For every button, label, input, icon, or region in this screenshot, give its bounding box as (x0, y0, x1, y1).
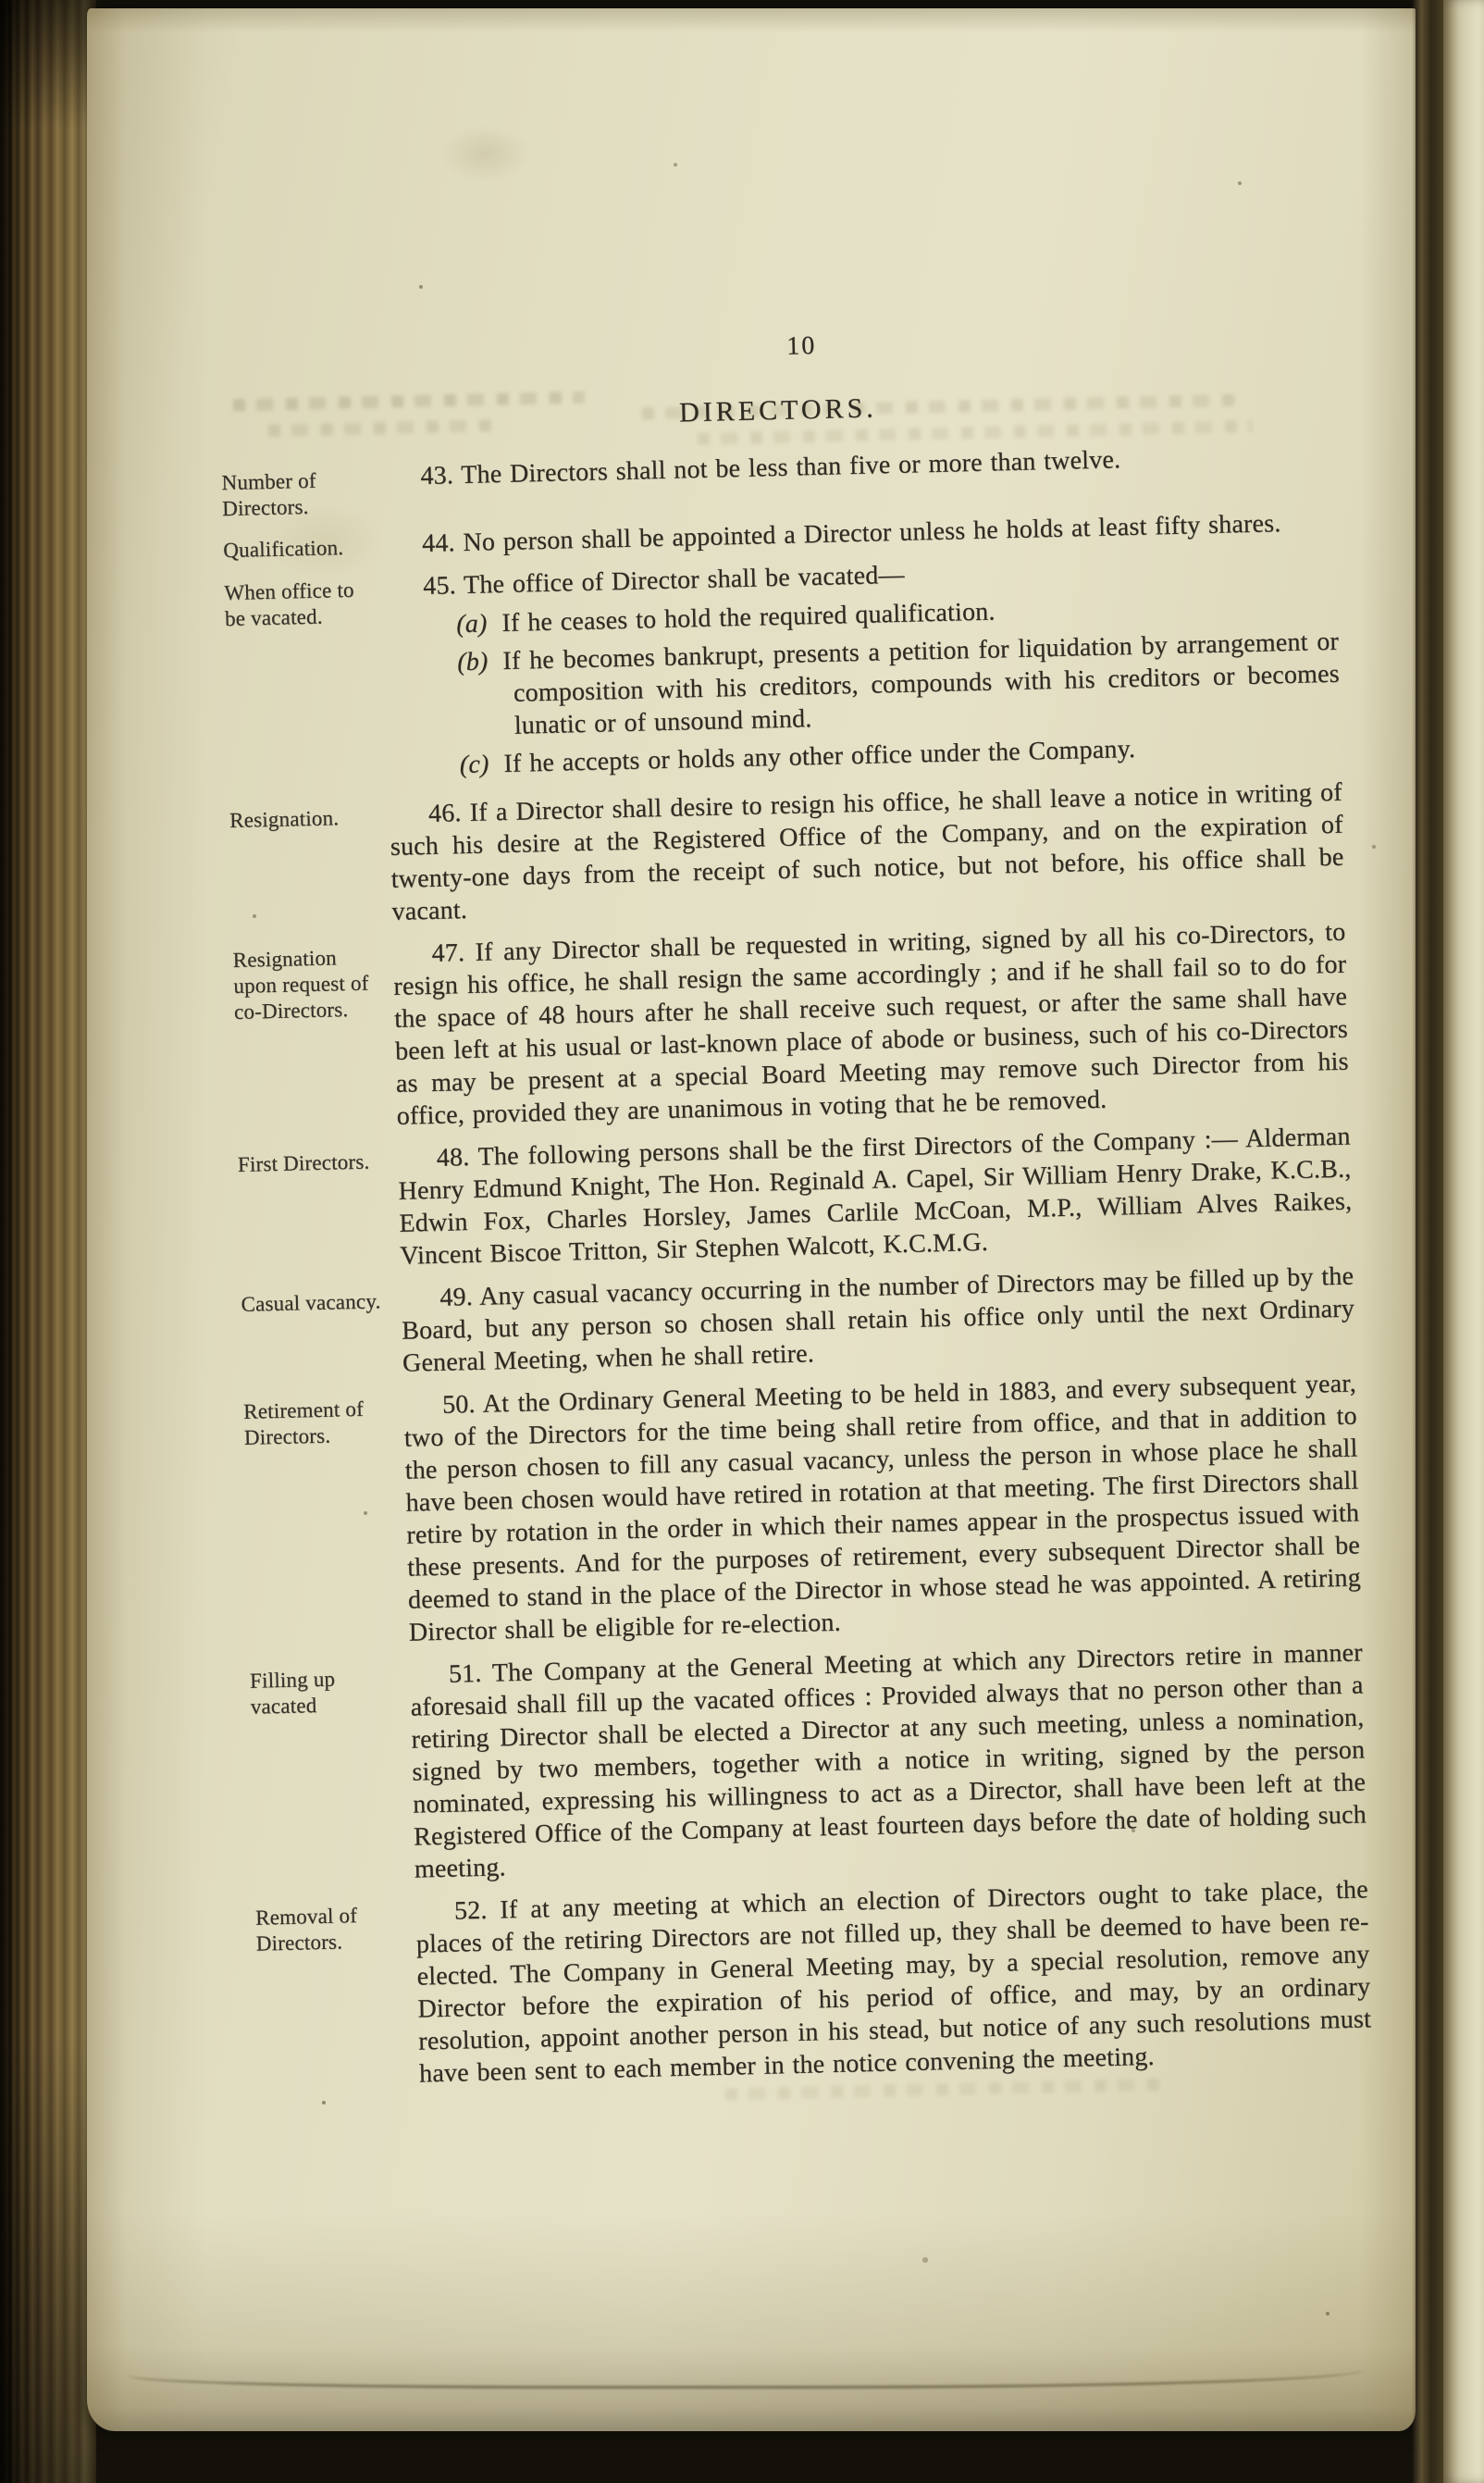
clause-48-text: 48. The following persons shall be the first Directors of the Company :— Alderman Henry Edmund Knight, The Hon. Reginald A. Capel, Sir William Henry Drake, K.C.B., Edwin Fox, Charles Horsley, James Carlile McCoan, M.P., William Alves Raikes, Vincent Biscoe Tritton, Sir Stephen Walcott, K.C.M.G. (398, 1122, 1353, 1271)
section-heading: DIRECTORS. (678, 392, 878, 428)
sidenote-number-of-directors: Number of Directors. (221, 468, 316, 521)
clause-45 (222, 549, 1342, 792)
clause-51 (248, 1636, 1367, 1889)
subitem-a-text: If he ceases to hold the required qualification. (501, 597, 996, 639)
subitem-c-text: If he accepts or holds any other office under the Company. (503, 734, 1136, 779)
adjacent-page-edge (1443, 0, 1484, 2483)
typeset-content (216, 318, 1372, 2104)
clause-50 (241, 1368, 1362, 1653)
page-gap-shadow (1412, 0, 1443, 2483)
book-binding-edge (0, 0, 96, 2483)
subitem-b-marker: (b) (456, 647, 488, 677)
clause-52-text: 52. If at any meeting at which an election of Directors ought to take place, the places of the retiring Directors are not filled up, they shall be deemed to have been re-elected. The Company in General Meeting may, by a special resolution, remove any Director before the expiration of his period of office, and may, by an ordinary resolution, appoint another person in his stead, but notice of any such resolutions must have been sent to each member in the notice convening the meeting. (415, 1875, 1372, 2089)
clause-44-text: 44. No person shall be appointed a Director unless he holds at least fifty shares. (421, 509, 1281, 559)
clause-45-subitems (385, 588, 1342, 783)
clause-50-text: 50. At the Ordinary General Meeting to be held in 1883, and every subsequent year, two of the Directors for the time being shall retire from office, and that in addition to the person chosen to fill any casual vacancy, unless the person in whose place he shall have been chosen would have retired in rotation at that meeting. The first Directors shall retire by rotation in the order in which their names appear in the prospectus issued with these presents. And for the purposes of retirement, every subsequent Director shall be deemed to stand in the place of the Director in whose stead he was appointed. A retiring Director shall be eligible for re-election. (403, 1369, 1362, 1647)
clause-47 (230, 916, 1350, 1136)
clause-48 (236, 1121, 1354, 1276)
subitem-a-marker: (a) (455, 609, 488, 639)
paper-specks (87, 8, 89, 10)
clause-46 (228, 776, 1345, 932)
subitem-c-marker: (c) (459, 750, 489, 780)
clause-51-text: 51. The Company at the General Meeting at which any Directors retire in manner aforesaid shall fill up the vacated offices : Provided always that no person other than a retiring Director shall be elected a Director at any such meeting, unless a nomination, signed by two members, together with a notice in writing, signed by the person nominated, expressing his willingness to act as a Director, shall have been left at the Registered Office of the Company at least fourteen days before the date of holding such meeting. (410, 1638, 1367, 1884)
clause-49-text: 49. Any casual vacancy occurring in the number of Directors may be filled up by the Board, but any person so chosen shall retain his office only until the next Ordinary General Meeting, when he shall retire. (401, 1261, 1355, 1378)
sidenote-qualification: Qualification. (223, 536, 344, 563)
sidenote-removal-of-directors: Removal of Directors. (254, 1904, 358, 1955)
sidenote-retirement-of-directors: Retirement of Directors. (242, 1397, 365, 1449)
subitem-b (386, 626, 1341, 745)
clause-52 (254, 1873, 1373, 2093)
clause-43-text: 43. The Directors shall not be less than five or more than twelve. (420, 445, 1121, 491)
sidenote-filling-up-vacated: Filling up vacated (249, 1667, 336, 1719)
sidenote-first-directors: First Directors. (237, 1149, 370, 1176)
clause-49 (239, 1260, 1355, 1384)
clause-46-text: 46. If a Director shall desire to resign his office, he shall leave a notice in writing of such his desire at the Registered Office of the Company, and on the expiration of twenty-one days from the receipt of such notice, but not before, his office shall be vacant. (390, 777, 1344, 926)
clause-47-text: 47. If any Director shall be requested in writing, signed by all his co-Directors, to resign his office, he shall resign the same accordingly ; and if he shall fail so to do for the space of 48 hours after he shall receive such request, or after the same shall have been left at his usual or last-known place of abode or business, such of his co-Directors as may be present at a special Board Meeting may remove such Director from his office, provided they are unanimous in voting that he be removed. (393, 917, 1350, 1131)
clause-45-text: 45. The office of Director shall be vacated— (422, 560, 906, 602)
sidenote-resignation: Resignation. (229, 806, 340, 833)
page-number: 10 (785, 330, 817, 361)
page-fold-crease (127, 2358, 1362, 2389)
subitem-b-text: If he becomes bankrupt, presents a petition for liquidation by arrangement or composition with his creditors, compounds with his creditors or becomes lunatic or of unsound mind. (502, 627, 1341, 740)
sidenote-casual-vacancy: Casual vacancy. (241, 1289, 381, 1316)
sidenote-resignation-upon-request: Resignation upon request of co-Directors. (232, 946, 369, 1024)
sidenote-when-office-vacated: When office to be vacated. (224, 577, 354, 631)
